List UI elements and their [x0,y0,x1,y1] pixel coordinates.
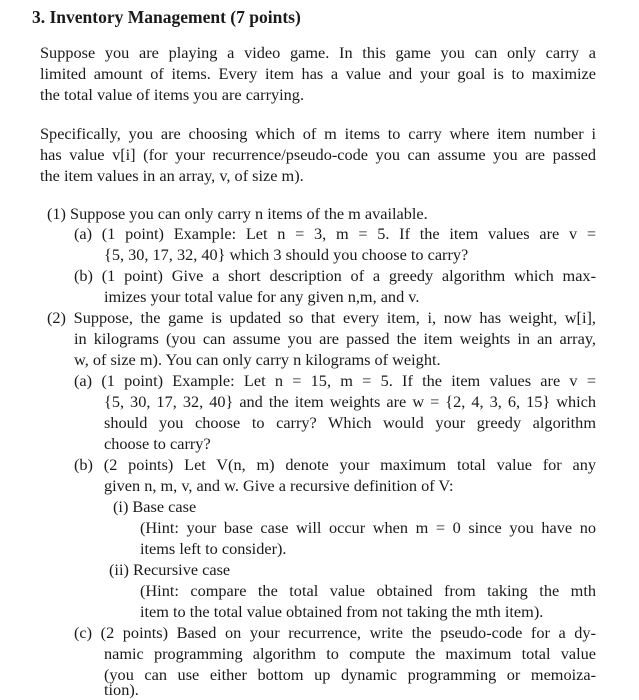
q2b-ii-line-3: item to the total value obtained from not taking the mth item). [140,602,544,621]
q2a-line-2: {5, 30, 17, 32, 40} and the item weights are w = {2, 4, 3, 6, 15} which [104,392,596,411]
q1b-line-1: (b) (1 point) Give a short description of a greedy algorithm which max- [74,266,596,285]
q2c-line-2: namic programming algorithm to compute the maximum total value [104,644,596,663]
q2c-line-1: (c) (2 points) Based on your recurrence, write the pseudo-code for a dy- [74,623,596,642]
q2b-ii-line-2: (Hint: compare the total value obtained from taking the mth [140,581,596,600]
q2a-line-3: should you choose to carry? Which would your greedy algorithm [104,413,596,432]
q2b-i-line-1: (i) Base case [113,497,197,516]
q1a-line-1: (a) (1 point) Example: Let n = 3, m = 5. If the item values are v = [74,224,596,243]
spec-line-2: has value v[i] (for your recurrence/pseudo-code you can assume you are passed [40,145,596,164]
q2b-line-2: given n, m, v, and w. Give a recursive definition of V: [104,476,454,495]
q2c-line-4: tion). [104,680,139,699]
q2-line-3: w, of size m). You can only carry n kilograms of weight. [74,350,441,369]
spec-line-1: Specifically, you are choosing which of m items to carry where item number i [40,124,596,143]
q2a-line-4: choose to carry? [104,434,211,453]
q2b-line-1: (b) (2 points) Let V(n, m) denote your maximum total value for any [74,455,596,474]
q2b-i-line-3: items left to consider). [140,539,287,558]
intro-line-2: limited amount of items. Every item has a value and your goal is to maximize [40,64,596,83]
q2-line-2: in kilograms (you can assume you are passed the item weights in an array, [74,329,596,348]
q1a-line-2: {5, 30, 17, 32, 40} which 3 should you choose to carry? [104,245,469,264]
intro-line-1: Suppose you are playing a video game. In this game you can only carry a [40,43,596,62]
q2b-ii-line-1: (ii) Recursive case [109,560,231,579]
intro-line-3: the total value of items you are carrying. [40,85,305,104]
q1b-line-2: imizes your total value for any given n,m, and v. [104,287,420,306]
spec-line-3: the item values in an array, v, of size m). [40,166,304,185]
q2b-i-line-2: (Hint: your base case will occur when m = 0 since you have no [140,518,596,537]
q1-text: (1) Suppose you can only carry n items of the m available. [47,204,428,223]
problem-title: 3. Inventory Management (7 points) [32,7,301,27]
q2c-line-3: (you can use either bottom up dynamic programming or memoiza- [104,665,596,684]
q2a-line-1: (a) (1 point) Example: Let n = 15, m = 5. If the item values are v = [74,371,596,390]
q2-line-1: (2) Suppose, the game is updated so that every item, i, now has weight, w[i], [47,308,596,327]
